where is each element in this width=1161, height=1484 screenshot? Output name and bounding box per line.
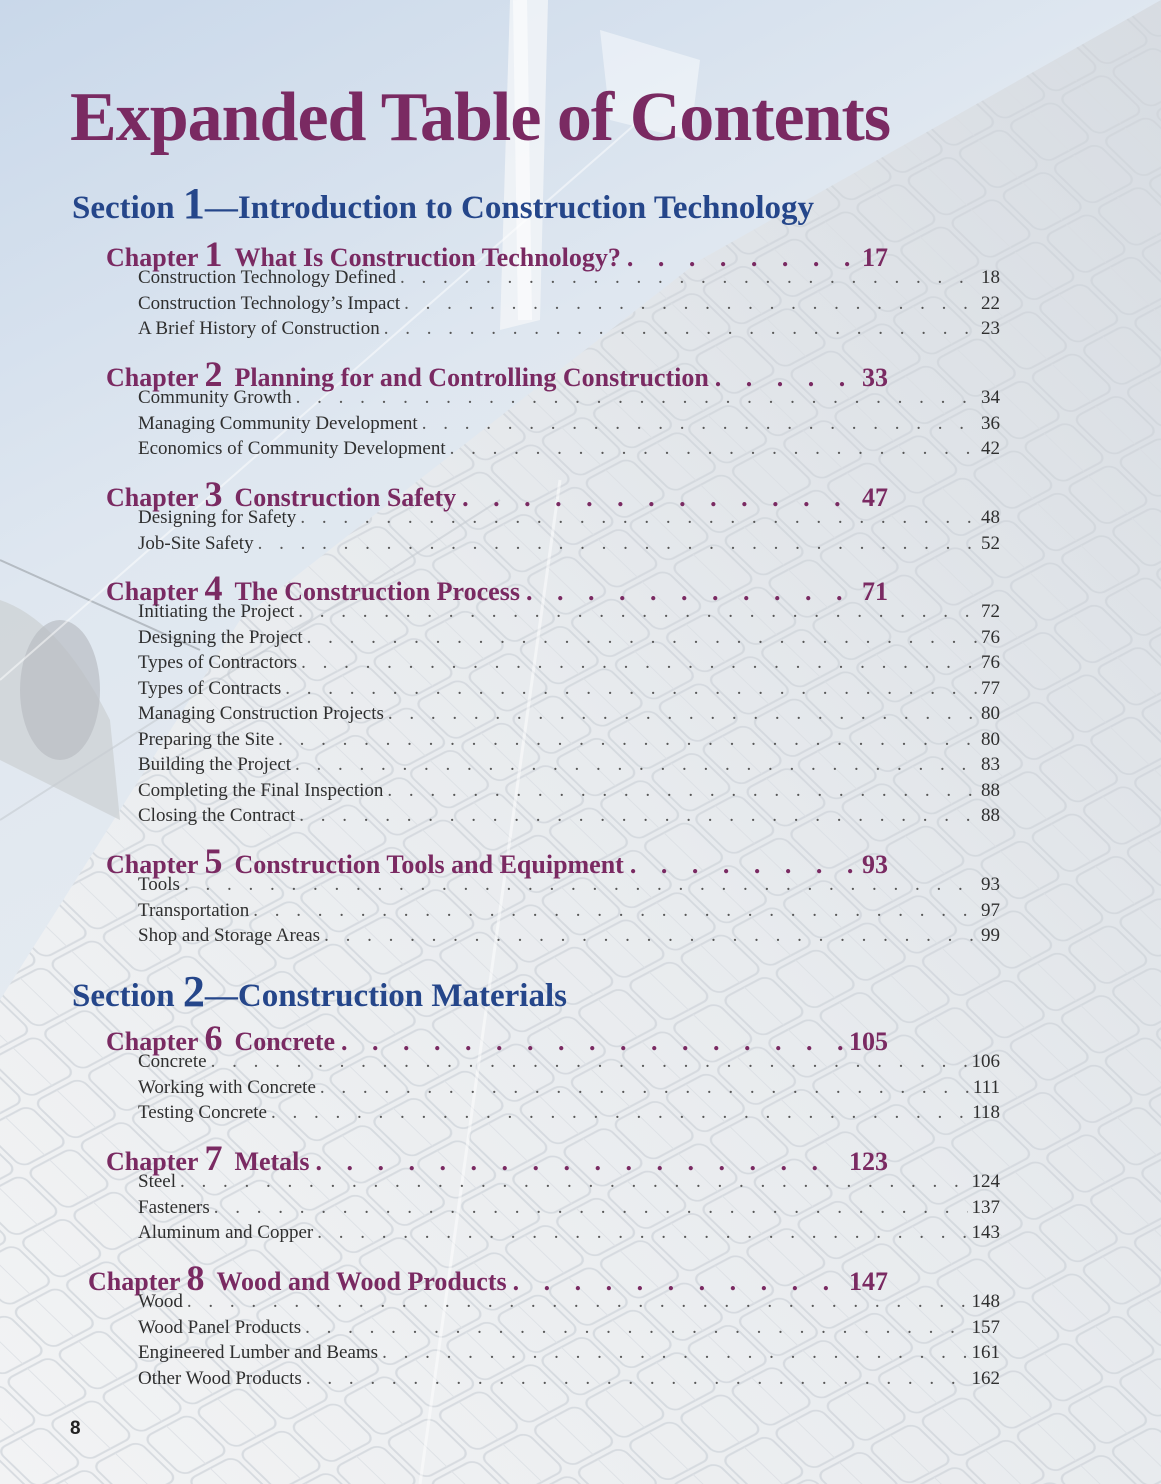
section-1-heading bbox=[72, 178, 814, 229]
entry-page: 23 bbox=[981, 318, 1000, 339]
toc-entry[interactable] bbox=[138, 900, 1000, 926]
section-label: Section bbox=[72, 190, 183, 226]
entry-page: 80 bbox=[981, 703, 1000, 724]
chapter-2-entries bbox=[138, 387, 1000, 464]
chapter-page: 17 bbox=[862, 243, 888, 272]
entry-page: 77 bbox=[981, 677, 1000, 699]
entry-page: 36 bbox=[981, 412, 1000, 434]
toc-entry[interactable] bbox=[138, 729, 1000, 755]
dot-leader bbox=[305, 1317, 967, 1339]
entry-text: Economics of Community Development bbox=[138, 438, 446, 459]
entry-text: Community Growth bbox=[138, 387, 292, 408]
toc-entry[interactable] bbox=[138, 438, 1000, 464]
entry-text: Testing Concrete bbox=[138, 1102, 267, 1123]
toc-entry[interactable] bbox=[138, 780, 1000, 806]
section-label: Section bbox=[72, 978, 183, 1014]
chapter-number: 1 bbox=[204, 234, 223, 274]
chapter-label: Chapter bbox=[106, 243, 199, 272]
entry-text: Construction Technology Defined bbox=[138, 267, 396, 288]
entry-text: Managing Community Development bbox=[138, 412, 418, 434]
section-title: —Introduction to Construction Technology bbox=[204, 190, 814, 226]
toc-entry[interactable] bbox=[138, 267, 1000, 293]
dot-leader bbox=[404, 293, 977, 315]
entry-text: Building the Project bbox=[138, 754, 292, 775]
chapter-8-heading[interactable] bbox=[88, 1257, 888, 1298]
entry-page: 137 bbox=[971, 1196, 1000, 1218]
chapter-page: 71 bbox=[862, 577, 888, 606]
entry-text: Steel bbox=[138, 1171, 176, 1192]
toc-entry[interactable] bbox=[138, 1222, 1000, 1248]
entry-text: Types of Contractors bbox=[138, 652, 298, 673]
chapter-number: 3 bbox=[204, 474, 223, 514]
entry-text: Completing the Final Inspection bbox=[138, 779, 384, 801]
toc-entry[interactable] bbox=[138, 1197, 1000, 1223]
entry-text: Transportation bbox=[138, 899, 250, 921]
chapter-page: 33 bbox=[862, 363, 888, 392]
entry-text: Tools bbox=[138, 874, 180, 895]
toc-entry[interactable] bbox=[138, 652, 1000, 678]
dot-leader bbox=[382, 1342, 967, 1364]
dot-leader bbox=[306, 1368, 968, 1390]
chapter-title: Construction Safety bbox=[234, 483, 457, 512]
chapter-5-heading[interactable] bbox=[106, 840, 888, 881]
entry-page: 18 bbox=[981, 267, 1000, 288]
entry-page: 42 bbox=[981, 438, 1000, 459]
toc-entry[interactable] bbox=[138, 1077, 1000, 1103]
section-number: 2 bbox=[182, 967, 205, 1016]
chapter-label: Chapter bbox=[106, 1147, 199, 1176]
chapter-number: 2 bbox=[204, 354, 223, 394]
entry-text: Initiating the Project bbox=[138, 601, 295, 622]
chapter-label: Chapter bbox=[106, 850, 199, 879]
entry-text: Wood Panel Products bbox=[138, 1316, 302, 1338]
dot-leader bbox=[317, 1222, 967, 1244]
toc-entry[interactable] bbox=[138, 413, 1000, 439]
dot-leader bbox=[387, 780, 977, 802]
dot-leader bbox=[400, 267, 977, 289]
entry-page: 88 bbox=[981, 779, 1000, 801]
toc-entry[interactable] bbox=[138, 1051, 1000, 1077]
entry-page: 80 bbox=[981, 728, 1000, 750]
entry-text: A Brief History of Construction bbox=[138, 318, 380, 339]
entry-text: Other Wood Products bbox=[138, 1367, 302, 1389]
entry-page: 88 bbox=[981, 805, 1000, 826]
chapter-number: 5 bbox=[204, 841, 223, 881]
toc-entry[interactable] bbox=[138, 293, 1000, 319]
dot-leader bbox=[180, 1171, 968, 1193]
dot-leader bbox=[278, 729, 977, 751]
chapter-number: 6 bbox=[204, 1018, 223, 1058]
toc-entry[interactable] bbox=[138, 1368, 1000, 1394]
chapter-page: 105 bbox=[849, 1027, 888, 1056]
toc-entry[interactable] bbox=[138, 805, 1000, 831]
entry-text: Job-Site Safety bbox=[138, 532, 254, 554]
section-title: —Construction Materials bbox=[204, 978, 567, 1014]
chapter-1-entries bbox=[138, 267, 1000, 344]
entry-page: 118 bbox=[972, 1102, 1000, 1123]
entry-text: Working with Concrete bbox=[138, 1076, 316, 1098]
chapter-6-heading[interactable] bbox=[106, 1017, 888, 1058]
page-number: 8 bbox=[70, 1418, 81, 1439]
chapter-7-entries bbox=[138, 1171, 1000, 1248]
section-2-heading bbox=[72, 966, 567, 1017]
dot-leader bbox=[295, 754, 977, 776]
toc-entry[interactable] bbox=[138, 1102, 1000, 1128]
dot-leader bbox=[187, 1291, 968, 1313]
chapter-3-heading[interactable] bbox=[106, 473, 888, 514]
entry-page: 162 bbox=[971, 1367, 1000, 1389]
entry-text: Shop and Storage Areas bbox=[138, 925, 321, 946]
entry-page: 111 bbox=[972, 1076, 1000, 1098]
chapter-number: 4 bbox=[204, 568, 223, 608]
toc-entry[interactable] bbox=[138, 601, 1000, 627]
entry-text: Aluminum and Copper bbox=[138, 1222, 314, 1243]
chapter-2-heading[interactable] bbox=[106, 353, 888, 394]
entry-page: 34 bbox=[981, 387, 1000, 408]
toc-entry[interactable] bbox=[138, 754, 1000, 780]
entry-text: Engineered Lumber and Beams bbox=[138, 1342, 379, 1363]
entry-page: 22 bbox=[981, 292, 1000, 314]
chapter-3-entries bbox=[138, 507, 1000, 558]
entry-text: Wood bbox=[138, 1291, 183, 1312]
chapter-label: Chapter bbox=[106, 577, 199, 606]
chapter-page: 47 bbox=[862, 483, 888, 512]
chapter-label: Chapter bbox=[106, 1027, 199, 1056]
entry-text: Fasteners bbox=[138, 1196, 210, 1218]
dot-leader bbox=[307, 627, 977, 649]
entry-page: 93 bbox=[981, 874, 1000, 895]
entry-text: Designing the Project bbox=[138, 626, 303, 648]
chapter-page: 147 bbox=[849, 1267, 888, 1296]
chapter-number: 7 bbox=[204, 1138, 223, 1178]
section-number: 1 bbox=[182, 179, 205, 228]
entry-page: 76 bbox=[981, 652, 1000, 673]
entry-text: Concrete bbox=[138, 1051, 207, 1072]
dot-leader bbox=[271, 1102, 968, 1124]
chapter-title: What Is Construction Technology? bbox=[234, 243, 621, 272]
entry-page: 48 bbox=[981, 507, 1000, 528]
chapter-title: Concrete bbox=[234, 1027, 336, 1056]
entry-page: 99 bbox=[981, 925, 1000, 946]
dot-leader bbox=[384, 318, 977, 340]
dot-leader bbox=[324, 925, 977, 947]
toc-entry[interactable] bbox=[138, 1342, 1000, 1368]
chapter-page: 93 bbox=[862, 850, 888, 879]
dot-leader bbox=[422, 413, 977, 435]
chapter-title: Metals bbox=[234, 1147, 310, 1176]
entry-text: Construction Technology’s Impact bbox=[138, 292, 401, 314]
dot-leader bbox=[184, 874, 977, 896]
chapter-4-heading[interactable] bbox=[106, 567, 888, 608]
entry-page: 157 bbox=[971, 1316, 1000, 1338]
dot-leader bbox=[300, 507, 977, 529]
page-title: Expanded Table of Contents bbox=[70, 79, 891, 156]
entry-text: Types of Contracts bbox=[138, 677, 282, 699]
toc-entry[interactable] bbox=[138, 533, 1000, 559]
entry-page: 72 bbox=[981, 601, 1000, 622]
entry-text: Closing the Contract bbox=[138, 805, 296, 826]
dot-leader bbox=[450, 438, 977, 460]
toc-entry[interactable] bbox=[138, 1317, 1000, 1343]
chapter-5-entries bbox=[138, 874, 1000, 951]
chapter-8-entries bbox=[138, 1291, 1000, 1393]
chapter-7-heading[interactable] bbox=[106, 1137, 888, 1178]
entry-page: 143 bbox=[971, 1222, 1000, 1243]
chapter-label: Chapter bbox=[88, 1267, 181, 1296]
entry-page: 106 bbox=[971, 1051, 1000, 1072]
dot-leader bbox=[253, 900, 977, 922]
toc-entry[interactable] bbox=[138, 1171, 1000, 1197]
chapter-1-heading[interactable] bbox=[106, 233, 888, 274]
dot-leader bbox=[320, 1077, 969, 1099]
toc-entry[interactable] bbox=[138, 925, 1000, 951]
toc-entry[interactable] bbox=[138, 318, 1000, 344]
dot-leader bbox=[299, 805, 977, 827]
entry-text: Preparing the Site bbox=[138, 728, 275, 750]
entry-page: 161 bbox=[971, 1342, 1000, 1363]
dot-leader bbox=[298, 601, 977, 623]
chapter-4-entries bbox=[138, 601, 1000, 831]
chapter-6-entries bbox=[138, 1051, 1000, 1128]
entry-text: Designing for Safety bbox=[138, 507, 297, 528]
toc-entry[interactable] bbox=[138, 387, 1000, 413]
toc-entry[interactable] bbox=[138, 874, 1000, 900]
dot-leader bbox=[211, 1051, 968, 1073]
chapter-title: Construction Tools and Equipment bbox=[234, 850, 624, 879]
chapter-label: Chapter bbox=[106, 483, 199, 512]
dot-leader bbox=[285, 678, 977, 700]
entry-page: 97 bbox=[981, 899, 1000, 921]
entry-page: 83 bbox=[981, 754, 1000, 775]
dot-leader bbox=[258, 533, 977, 555]
entry-text: Managing Construction Projects bbox=[138, 703, 384, 724]
chapter-label: Chapter bbox=[106, 363, 199, 392]
chapter-title: Wood and Wood Products bbox=[216, 1267, 507, 1296]
entry-page: 124 bbox=[971, 1171, 1000, 1192]
toc-entry[interactable] bbox=[138, 1291, 1000, 1317]
entry-page: 76 bbox=[981, 626, 1000, 648]
chapter-title: The Construction Process bbox=[234, 577, 520, 606]
toc-entry[interactable] bbox=[138, 678, 1000, 704]
chapter-title: Planning for and Controlling Construction bbox=[234, 363, 709, 392]
dot-leader bbox=[296, 387, 977, 409]
dot-leader bbox=[214, 1197, 968, 1219]
dot-leader bbox=[388, 703, 977, 725]
dot-leader bbox=[301, 652, 977, 674]
toc-entry[interactable] bbox=[138, 703, 1000, 729]
entry-page: 52 bbox=[981, 532, 1000, 554]
chapter-number: 8 bbox=[186, 1258, 205, 1298]
chapter-page: 123 bbox=[849, 1147, 888, 1176]
toc-entry[interactable] bbox=[138, 627, 1000, 653]
entry-page: 148 bbox=[971, 1291, 1000, 1312]
toc-entry[interactable] bbox=[138, 507, 1000, 533]
